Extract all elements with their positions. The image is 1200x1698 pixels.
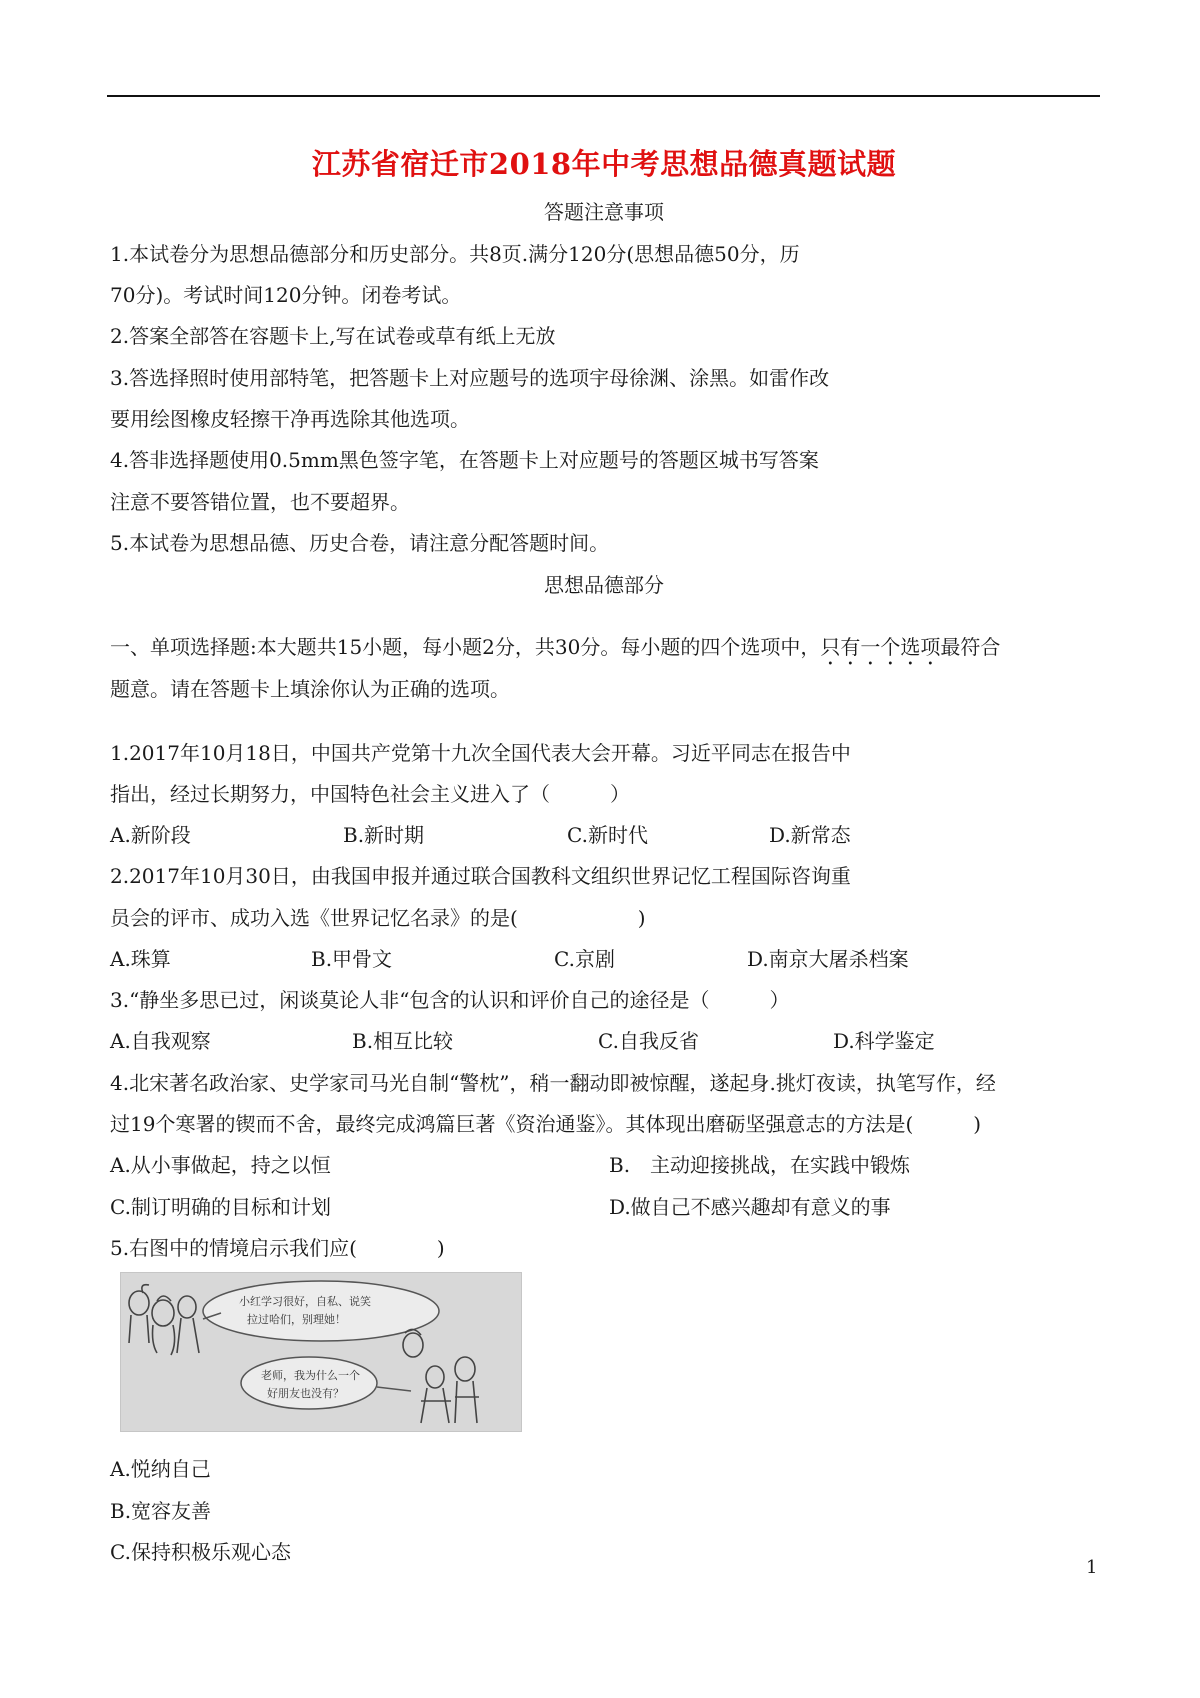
q3-option-d: D.科学鉴定 xyxy=(833,1029,935,1053)
notice-line: 3.答选择照时使用部特笔，把答题卡上对应题号的选项宇母徐渊、涂黑。如雷作改 xyxy=(110,366,830,390)
page-number: 1 xyxy=(1086,1557,1098,1578)
q3-option-a: A.自我观察 xyxy=(110,1029,211,1053)
notice-line: 要用绘图橡皮轻擦干净再选除其他选项。 xyxy=(110,407,470,431)
question-1-stem: 1.2017年10月18日，中国共产党第十九次全国代表大会开幕。习近平同志在报告中 xyxy=(110,741,851,765)
q5-option-b: B.宽容友善 xyxy=(110,1499,212,1523)
notice-line: 5.本试卷为思想品德、历史合卷，请注意分配答题时间。 xyxy=(110,531,610,555)
q2-option-c: C.京剧 xyxy=(554,947,615,971)
notice-line: 注意不要答错位置，也不要超界。 xyxy=(110,490,410,514)
notice-line: 1.本试卷分为思想品德部分和历史部分。共8页.满分120分(思想品德50分，历 xyxy=(110,242,800,266)
part-one-instruction xyxy=(110,633,1000,670)
q1-option-a: A.新阶段 xyxy=(110,823,191,847)
question-1-stem-cont: 指出，经过长期努力，中国特色社会主义进入了（ ） xyxy=(110,782,630,806)
instruction-text: 最符合 xyxy=(940,635,1001,659)
question-5-stem: 5.右图中的情境启示我们应( ) xyxy=(110,1236,445,1260)
q4-option-c: C.制订明确的目标和计划 xyxy=(110,1195,331,1219)
header-rule xyxy=(107,95,1100,97)
question-4-stem: 4.北宋著名政治家、史学家司马光自制“警枕”，稍一翻动即被惊醒，遂起身.挑灯夜读，执笔写作，经 xyxy=(110,1071,996,1095)
bubble-2-line-1: 老师，我为什么一个 xyxy=(261,1369,360,1382)
notice-line: 70分)。考试时间120分钟。闭卷考试。 xyxy=(110,283,462,307)
emphasized-text: 只有一个选项 xyxy=(820,635,941,659)
q1-option-c: C.新时代 xyxy=(567,823,648,847)
q5-option-a: A.悦纳自己 xyxy=(110,1457,211,1481)
q5-option-c: C.保持积极乐观心态 xyxy=(110,1540,291,1564)
notice-line: 4.答非选择题使用0.5mm黑色签字笔，在答题卡上对应题号的答题区城书写答案 xyxy=(110,448,819,472)
instruction-text: 一、单项选择题:本大题共15小题，每小题2分，共30分。每小题的四个选项中， xyxy=(110,635,821,659)
q2-option-d: D.南京大屠杀档案 xyxy=(747,947,909,971)
q4-option-b: B. 主动迎接挑战，在实践中锻炼 xyxy=(609,1153,911,1177)
bubble-2-line-2: 好朋友也没有？ xyxy=(267,1387,344,1400)
cartoon-drawing xyxy=(121,1273,521,1431)
q4-option-d: D.做自己不感兴趣却有意义的事 xyxy=(609,1195,891,1219)
question-2-stem: 2.2017年10月30日，由我国申报并通过联合国教科文组织世界记忆工程国际咨询重 xyxy=(110,864,851,888)
q2-option-b: B.甲骨文 xyxy=(311,947,393,971)
bubble-1-line-2: 拉过哈们，别理她！ xyxy=(247,1313,346,1326)
question-3-stem: 3.“静坐多思已过，闲谈莫论人非“包含的认识和评价自己的途径是（ ） xyxy=(110,988,790,1012)
question-2-stem-cont: 员会的评市、成功入选《世界记忆名录》的是( ) xyxy=(110,906,646,930)
q1-option-b: B.新时期 xyxy=(343,823,425,847)
bubble-1-line-1: 小红学习很好，自私、说笑 xyxy=(239,1295,371,1308)
document-title: 江苏省宿迁市2018年中考思想品德真题试题 xyxy=(311,147,897,181)
q3-option-c: C.自我反省 xyxy=(598,1029,699,1053)
notice-heading: 答题注意事项 xyxy=(544,200,664,224)
q2-option-a: A.珠算 xyxy=(110,947,171,971)
q3-option-b: B.相互比较 xyxy=(352,1029,454,1053)
q4-option-a: A.从小事做起，持之以恒 xyxy=(110,1153,331,1177)
part-one-instruction-cont: 题意。请在答题卡上填涂你认为正确的选项。 xyxy=(110,677,510,701)
notice-line: 2.答案全部答在容题卡上,写在试卷或草有纸上无放 xyxy=(110,324,556,348)
section-heading: 思想品德部分 xyxy=(544,573,664,597)
q1-option-d: D.新常态 xyxy=(769,823,851,847)
question-4-stem-cont: 过19个寒署的锲而不舍，最终完成鸿篇巨著《资治通鉴》。其体现出磨砺坚强意志的方法是( ) xyxy=(110,1112,982,1136)
cartoon-illustration xyxy=(120,1272,522,1432)
